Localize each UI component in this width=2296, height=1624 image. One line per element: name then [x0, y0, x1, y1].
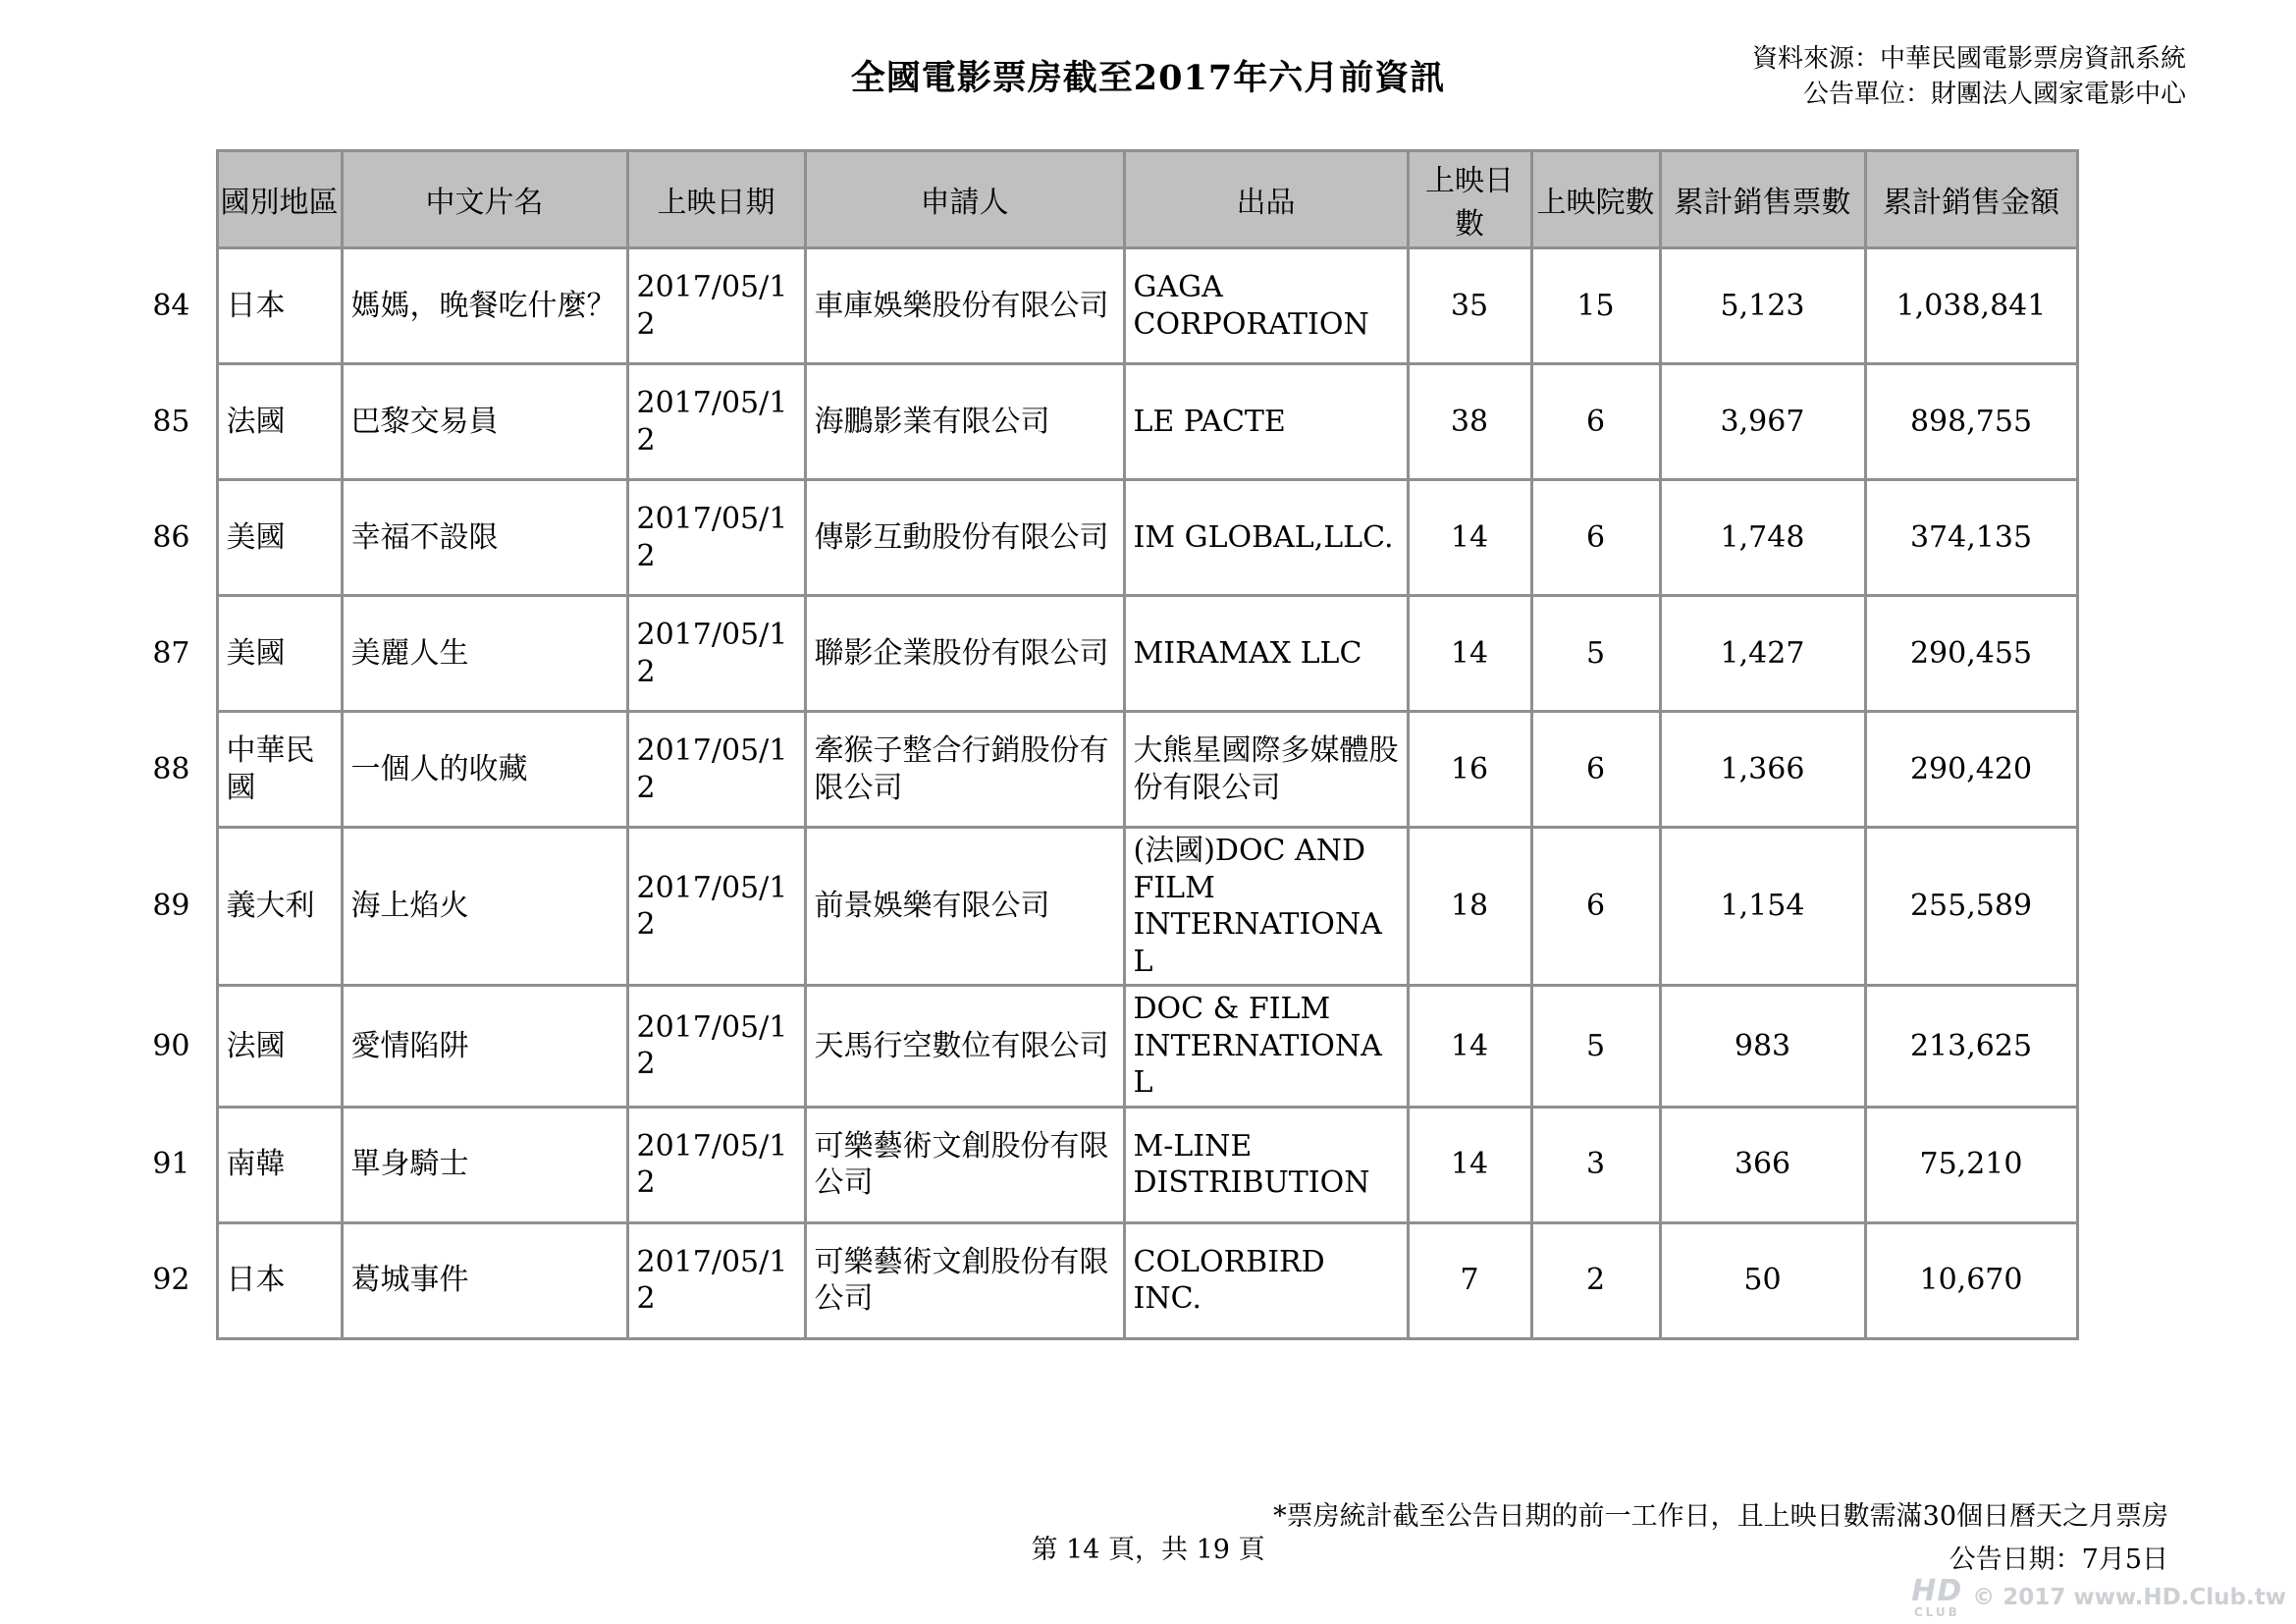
- cell-production: M-LINE DISTRIBUTION: [1124, 1107, 1408, 1222]
- cell-film-title: 一個人的收藏: [342, 712, 627, 828]
- cell-theater-count: 5: [1531, 596, 1660, 712]
- cell-tickets-sold: 5,123: [1660, 248, 1865, 364]
- cell-tickets-sold: 1,366: [1660, 712, 1865, 828]
- cell-tickets-sold: 1,748: [1660, 480, 1865, 596]
- meta-block: [1752, 41, 2186, 112]
- cell-film-title: 美麗人生: [342, 596, 627, 712]
- cell-production: GAGA CORPORATION: [1124, 248, 1408, 364]
- cell-production: DOC & FILM INTERNATIONAL: [1124, 986, 1408, 1108]
- cell-applicant: 車庫娛樂股份有限公司: [805, 248, 1124, 364]
- watermark-logo-top: HD: [1911, 1574, 1963, 1608]
- cell-release-date: 2017/05/12: [627, 364, 805, 480]
- cell-tickets-sold: 983: [1660, 986, 1865, 1108]
- cell-applicant: 聯影企業股份有限公司: [805, 596, 1124, 712]
- data-source-line: 資料來源：中華民國電影票房資訊系統: [1751, 44, 2186, 74]
- header-sales-amount: 累計銷售金額: [1865, 151, 2077, 248]
- cell-film-title: 愛情陷阱: [342, 986, 627, 1108]
- row-number: 90: [152, 1028, 190, 1063]
- header-production: 出品: [1124, 151, 1408, 248]
- cell-sales-amount: 374,135: [1865, 480, 2077, 596]
- cell-days-shown: 14: [1408, 596, 1531, 712]
- header-theater-count: 上映院數: [1531, 151, 1660, 248]
- cell-sales-amount: 898,755: [1865, 364, 2077, 480]
- cell-days-shown: 16: [1408, 712, 1531, 828]
- page-number-info: 第 14 頁，共 19 頁: [1031, 1535, 1265, 1565]
- cell-sales-amount: 213,625: [1865, 986, 2077, 1108]
- table-row: [143, 364, 2077, 480]
- header-tickets-sold: 累計銷售票數: [1660, 151, 1865, 248]
- statistics-note: *票房統計截至公告日期的前一工作日，且上映日數需滿30個日曆天之月票房: [1273, 1501, 2168, 1532]
- page-title: 全國電影票房截至2017年六月前資訊: [850, 58, 1446, 98]
- cell-film-title: 葛城事件: [342, 1222, 627, 1338]
- cell-applicant: 天馬行空數位有限公司: [805, 986, 1124, 1108]
- watermark-logo-bottom: CLUB: [1913, 1605, 1960, 1619]
- publisher-line: 公告單位：財團法人國家電影中心: [1802, 80, 2186, 109]
- cell-sales-amount: 75,210: [1865, 1107, 2077, 1222]
- cell-release-date: 2017/05/12: [627, 1222, 805, 1338]
- cell-days-shown: 18: [1408, 828, 1531, 986]
- cell-sales-amount: 10,670: [1865, 1222, 2077, 1338]
- header-row-number-spacer: [143, 151, 217, 248]
- cell-country: 法國: [217, 986, 342, 1108]
- cell-production: (法國)DOC AND FILM INTERNATIONAL: [1124, 828, 1408, 986]
- cell-country: 美國: [217, 596, 342, 712]
- table-row: [143, 480, 2077, 596]
- cell-production: COLORBIRD INC.: [1124, 1222, 1408, 1338]
- row-number: 86: [152, 519, 190, 555]
- cell-days-shown: 14: [1408, 480, 1531, 596]
- table-row: [143, 248, 2077, 364]
- header-applicant: 申請人: [805, 151, 1124, 248]
- cell-film-title: 媽媽，晚餐吃什麼？: [342, 248, 627, 364]
- cell-applicant: 可樂藝術文創股份有限公司: [805, 1107, 1124, 1222]
- cell-theater-count: 6: [1531, 480, 1660, 596]
- cell-sales-amount: 290,455: [1865, 596, 2077, 712]
- hd-club-watermark: [1911, 1574, 2286, 1619]
- cell-days-shown: 14: [1408, 986, 1531, 1108]
- cell-country: 美國: [217, 480, 342, 596]
- table-row: [143, 712, 2077, 828]
- hd-club-logo-icon: [1911, 1574, 1963, 1619]
- cell-theater-count: 6: [1531, 712, 1660, 828]
- row-number: 89: [152, 889, 190, 924]
- cell-country: 南韓: [217, 1107, 342, 1222]
- cell-days-shown: 7: [1408, 1222, 1531, 1338]
- cell-days-shown: 14: [1408, 1107, 1531, 1222]
- cell-sales-amount: 290,420: [1865, 712, 2077, 828]
- cell-production: MIRAMAX LLC: [1124, 596, 1408, 712]
- header-country: 國別地區: [217, 151, 342, 248]
- table-row: [143, 986, 2077, 1108]
- table-row: [143, 596, 2077, 712]
- cell-tickets-sold: 1,427: [1660, 596, 1865, 712]
- cell-release-date: 2017/05/12: [627, 828, 805, 986]
- row-number: 92: [152, 1263, 190, 1298]
- cell-country: 中華民國: [217, 712, 342, 828]
- cell-tickets-sold: 1,154: [1660, 828, 1865, 986]
- cell-theater-count: 2: [1531, 1222, 1660, 1338]
- cell-sales-amount: 255,589: [1865, 828, 2077, 986]
- cell-film-title: 單身騎士: [342, 1107, 627, 1222]
- cell-applicant: 傳影互動股份有限公司: [805, 480, 1124, 596]
- row-number: 84: [152, 288, 190, 323]
- cell-production: LE PACTE: [1124, 364, 1408, 480]
- cell-days-shown: 38: [1408, 364, 1531, 480]
- cell-film-title: 海上焰火: [342, 828, 627, 986]
- header-film-title: 中文片名: [342, 151, 627, 248]
- cell-theater-count: 15: [1531, 248, 1660, 364]
- cell-applicant: 前景娛樂有限公司: [805, 828, 1124, 986]
- cell-applicant: 海鵬影業有限公司: [805, 364, 1124, 480]
- cell-sales-amount: 1,038,841: [1865, 248, 2077, 364]
- header-release-date: 上映日期: [627, 151, 805, 248]
- cell-release-date: 2017/05/12: [627, 986, 805, 1108]
- table-row: [143, 1107, 2077, 1222]
- cell-theater-count: 3: [1531, 1107, 1660, 1222]
- cell-film-title: 巴黎交易員: [342, 364, 627, 480]
- row-number: 88: [152, 751, 190, 786]
- cell-film-title: 幸福不設限: [342, 480, 627, 596]
- cell-country: 義大利: [217, 828, 342, 986]
- table-row: [143, 828, 2077, 986]
- row-number: 85: [152, 404, 190, 439]
- cell-tickets-sold: 366: [1660, 1107, 1865, 1222]
- cell-release-date: 2017/05/12: [627, 248, 805, 364]
- cell-release-date: 2017/05/12: [627, 712, 805, 828]
- cell-country: 日本: [217, 1222, 342, 1338]
- cell-applicant: 牽猴子整合行銷股份有限公司: [805, 712, 1124, 828]
- cell-release-date: 2017/05/12: [627, 1107, 805, 1222]
- row-number: 91: [152, 1147, 190, 1182]
- cell-country: 法國: [217, 364, 342, 480]
- cell-country: 日本: [217, 248, 342, 364]
- row-number: 87: [152, 635, 190, 671]
- cell-theater-count: 6: [1531, 828, 1660, 986]
- cell-release-date: 2017/05/12: [627, 480, 805, 596]
- box-office-table-wrap: [143, 149, 2079, 1340]
- cell-days-shown: 35: [1408, 248, 1531, 364]
- announcement-date: 公告日期：7月5日: [1949, 1544, 2168, 1575]
- cell-production: 大熊星國際多媒體股份有限公司: [1124, 712, 1408, 828]
- cell-theater-count: 6: [1531, 364, 1660, 480]
- table-header-row: [143, 151, 2077, 248]
- cell-tickets-sold: 3,967: [1660, 364, 1865, 480]
- cell-production: IM GLOBAL,LLC.: [1124, 480, 1408, 596]
- cell-theater-count: 5: [1531, 986, 1660, 1108]
- cell-release-date: 2017/05/12: [627, 596, 805, 712]
- table-row: [143, 1222, 2077, 1338]
- header-days-shown: 上映日數: [1408, 151, 1531, 248]
- cell-tickets-sold: 50: [1660, 1222, 1865, 1338]
- watermark-copyright-text: © 2017 www.HD.Club.tw: [1972, 1585, 2286, 1610]
- cell-applicant: 可樂藝術文創股份有限公司: [805, 1222, 1124, 1338]
- box-office-table: [143, 149, 2079, 1340]
